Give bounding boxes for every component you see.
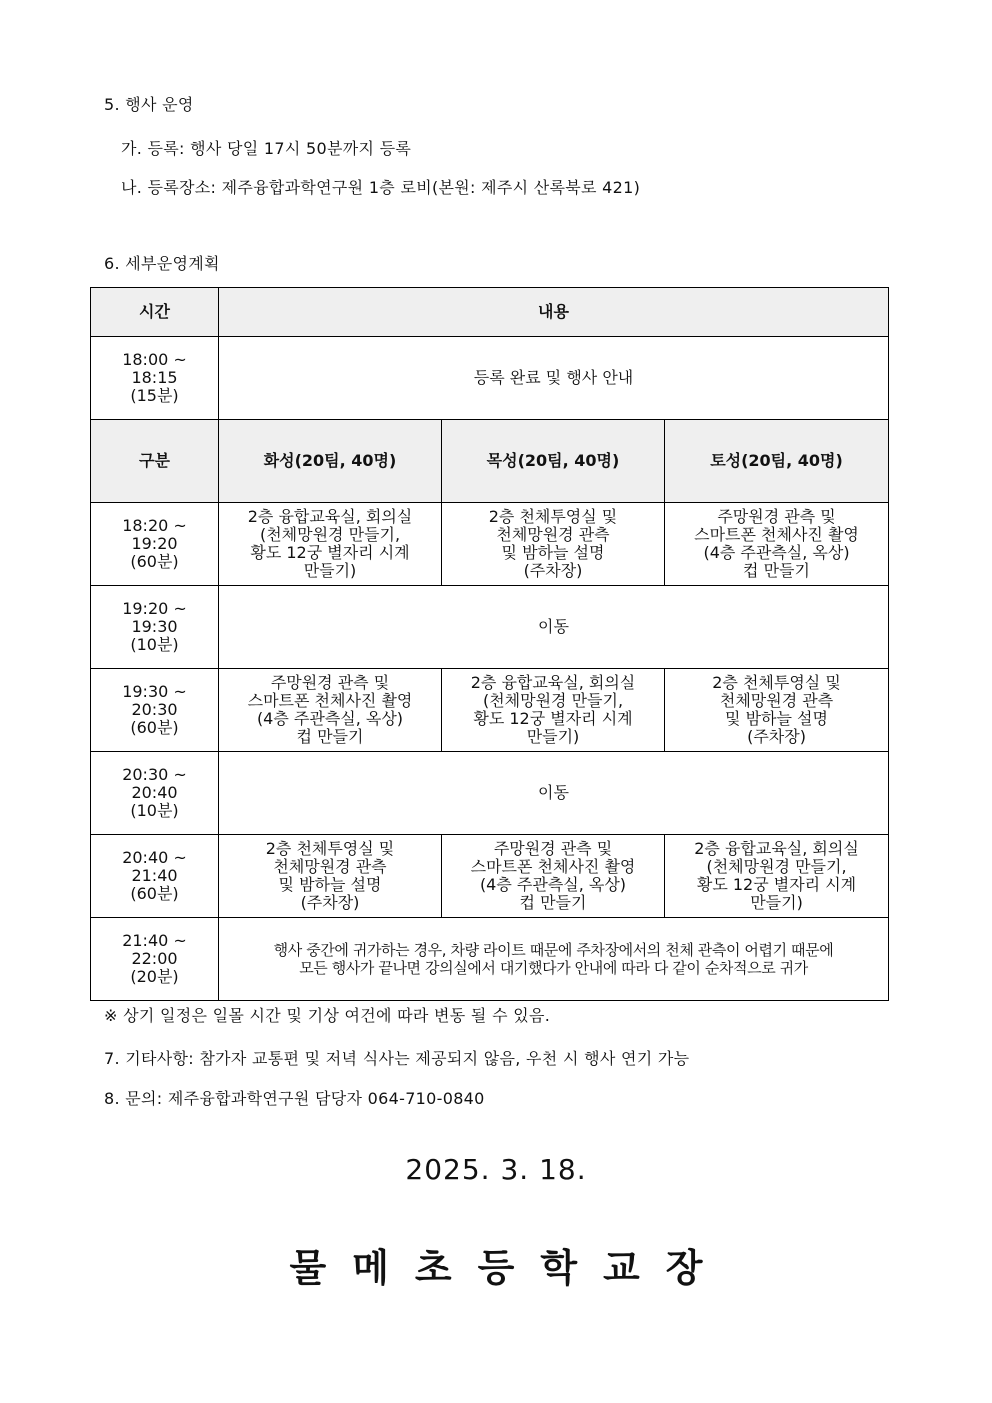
activity-line: 만들기) bbox=[526, 727, 580, 746]
activity-line: 주망원경 관측 및 bbox=[270, 673, 390, 692]
time-end: 19:20 bbox=[131, 534, 178, 553]
table-row bbox=[91, 503, 889, 586]
section8-contact: 8. 문의: 제주융합과학연구원 담당자 064-710-0840 bbox=[104, 1089, 485, 1108]
activity-cell bbox=[442, 503, 665, 586]
table-row bbox=[91, 337, 889, 420]
activity-line: 및 밤하늘 설명 bbox=[278, 875, 382, 894]
activity-line: 스마트폰 천체사진 촬영 bbox=[694, 525, 859, 544]
activity-line: 2층 천체투영실 및 bbox=[488, 507, 618, 526]
time-duration: (60분) bbox=[130, 718, 179, 737]
time-cell bbox=[91, 918, 219, 1001]
document-date: 2025. 3. 18. bbox=[405, 1153, 587, 1186]
activity-line: 황도 12궁 별자리 시계 bbox=[696, 875, 857, 894]
signature-principal: 물메초등학교장 bbox=[289, 1246, 729, 1290]
time-end: 22:00 bbox=[131, 949, 178, 968]
activity-cell bbox=[442, 669, 665, 752]
closing-line: 모든 행사가 끝나면 강의실에서 대기했다가 안내에 따라 다 같이 순차적으로 귀가 bbox=[299, 959, 808, 977]
activity-line: (천체망원경 만들기, bbox=[259, 525, 401, 544]
activity-line: 2층 천체투영실 및 bbox=[712, 673, 841, 692]
activity-line: (주차장) bbox=[747, 727, 806, 746]
activity-line: (천체망원경 만들기, bbox=[482, 691, 624, 710]
time-end: 20:40 bbox=[131, 783, 178, 802]
activity-line: (천체망원경 만들기, bbox=[706, 857, 847, 876]
activity-line: 스마트폰 천체사진 촬영 bbox=[247, 691, 413, 710]
time-start: 21:40 ~ bbox=[122, 931, 187, 950]
time-duration: (10분) bbox=[130, 635, 179, 654]
group-header-row bbox=[91, 420, 889, 503]
group-label: 구분 bbox=[91, 420, 219, 503]
table-row bbox=[91, 918, 889, 1001]
activity-line: 2층 융합교육실, 회의실 bbox=[694, 839, 859, 858]
time-cell bbox=[91, 503, 219, 586]
time-cell bbox=[91, 337, 219, 420]
time-start: 20:30 ~ bbox=[122, 765, 187, 784]
activity-line: 주망원경 관측 및 bbox=[717, 507, 836, 526]
activity-line: 천체망원경 관측 bbox=[496, 525, 610, 544]
time-start: 18:00 ~ bbox=[122, 350, 187, 369]
time-start: 19:20 ~ bbox=[122, 599, 187, 618]
table-header-row bbox=[91, 288, 889, 337]
header-content: 내용 bbox=[219, 288, 889, 337]
table-row bbox=[91, 669, 889, 752]
activity-line: 컵 만들기 bbox=[296, 727, 364, 746]
activity-line: (4층 주관측실, 옥상) bbox=[479, 875, 627, 894]
section5-heading: 5. 행사 운영 bbox=[104, 95, 194, 114]
activity-line: 천체망원경 관측 bbox=[719, 691, 834, 710]
move-content: 이동 bbox=[219, 752, 889, 835]
activity-line: 2층 융합교육실, 회의실 bbox=[470, 673, 636, 692]
time-duration: (20분) bbox=[130, 967, 179, 986]
time-cell bbox=[91, 669, 219, 752]
time-duration: (10분) bbox=[130, 801, 179, 820]
activity-line: 만들기) bbox=[303, 561, 357, 580]
schedule-note: ※ 상기 일정은 일몰 시간 및 기상 여건에 따라 변동 될 수 있음. bbox=[104, 1006, 551, 1025]
schedule-table bbox=[90, 287, 889, 1001]
time-end: 19:30 bbox=[131, 617, 178, 636]
activity-line: 천체망원경 관측 bbox=[273, 857, 387, 876]
activity-cell bbox=[219, 835, 442, 918]
activity-line: 2층 융합교육실, 회의실 bbox=[247, 507, 413, 526]
table-row bbox=[91, 586, 889, 669]
group-jupiter: 목성(20팀, 40명) bbox=[442, 420, 665, 503]
activity-cell bbox=[665, 669, 889, 752]
time-start: 18:20 ~ bbox=[122, 516, 187, 535]
table-row bbox=[91, 835, 889, 918]
activity-line: 주망원경 관측 및 bbox=[493, 839, 613, 858]
time-start: 20:40 ~ bbox=[122, 848, 187, 867]
group-saturn: 토성(20팀, 40명) bbox=[665, 420, 889, 503]
activity-cell bbox=[219, 669, 442, 752]
activity-cell bbox=[219, 503, 442, 586]
activity-line: 2층 천체투영실 및 bbox=[265, 839, 395, 858]
activity-line: 컵 만들기 bbox=[743, 561, 810, 580]
activity-line: 및 밤하늘 설명 bbox=[501, 543, 605, 562]
activity-line: 황도 12궁 별자리 시계 bbox=[473, 709, 633, 728]
move-content: 이동 bbox=[219, 586, 889, 669]
registration-time: 가. 등록: 행사 당일 17시 50분까지 등록 bbox=[121, 139, 412, 158]
activity-line: (4층 주관측실, 옥상) bbox=[703, 543, 850, 562]
activity-line: 만들기) bbox=[750, 893, 803, 912]
activity-line: 스마트폰 천체사진 촬영 bbox=[470, 857, 636, 876]
time-cell bbox=[91, 586, 219, 669]
activity-line: (4층 주관측실, 옥상) bbox=[256, 709, 404, 728]
activity-line: (주차장) bbox=[523, 561, 583, 580]
activity-cell bbox=[665, 835, 889, 918]
activity-line: (주차장) bbox=[300, 893, 360, 912]
time-start: 19:30 ~ bbox=[122, 682, 187, 701]
registration-place: 나. 등록장소: 제주융합과학연구원 1층 로비(본원: 제주시 산록북로 421) bbox=[121, 178, 641, 197]
time-end: 21:40 bbox=[131, 866, 178, 885]
group-mars: 화성(20팀, 40명) bbox=[219, 420, 442, 503]
activity-line: 컵 만들기 bbox=[519, 893, 587, 912]
time-duration: (60분) bbox=[130, 552, 179, 571]
time-end: 20:30 bbox=[131, 700, 178, 719]
table-row bbox=[91, 752, 889, 835]
time-end: 18:15 bbox=[131, 368, 178, 387]
section7-other: 7. 기타사항: 참가자 교통편 및 저녁 식사는 제공되지 않음, 우천 시 행사 연기 가능 bbox=[104, 1049, 690, 1068]
time-cell bbox=[91, 752, 219, 835]
time-cell bbox=[91, 835, 219, 918]
activity-cell bbox=[442, 835, 665, 918]
closing-line: 행사 중간에 귀가하는 경우, 차량 라이트 때문에 주차장에서의 천체 관측이 어렵기 때문에 bbox=[273, 941, 834, 959]
registration-content: 등록 완료 및 행사 안내 bbox=[219, 337, 889, 420]
section6-heading: 6. 세부운영계획 bbox=[104, 254, 220, 273]
time-duration: (60분) bbox=[130, 884, 179, 903]
activity-cell bbox=[665, 503, 889, 586]
activity-line: 및 밤하늘 설명 bbox=[725, 709, 828, 728]
header-time: 시간 bbox=[91, 288, 219, 337]
time-duration: (15분) bbox=[130, 386, 179, 405]
activity-line: 황도 12궁 별자리 시계 bbox=[250, 543, 410, 562]
closing-content bbox=[219, 918, 889, 1001]
